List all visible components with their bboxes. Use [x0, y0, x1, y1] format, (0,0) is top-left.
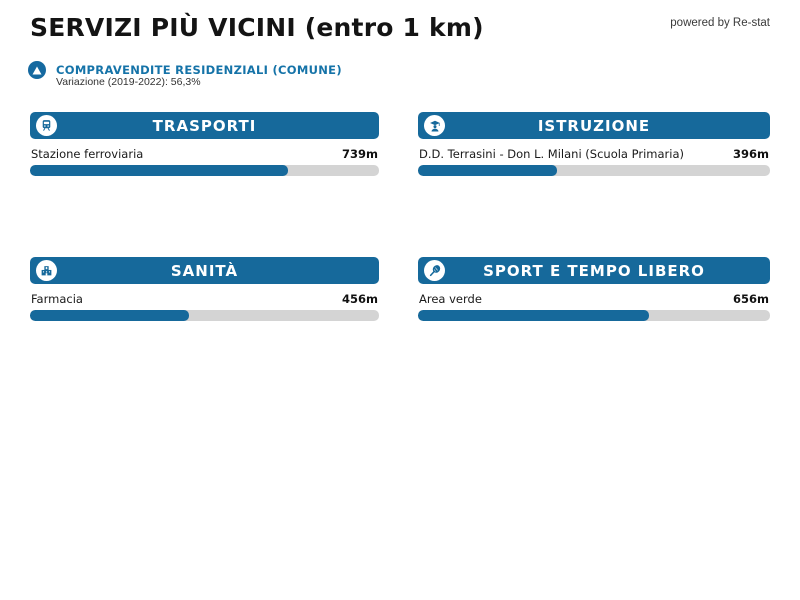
- subtitle-title: COMPRAVENDITE RESIDENZIALI (COMUNE): [56, 63, 342, 77]
- panel-header-sanita: [30, 257, 379, 284]
- distance-bar-fill: [30, 165, 288, 176]
- distance-bar-fill: [418, 310, 649, 321]
- page-title: SERVIZI PIÙ VICINI (entro 1 km): [30, 13, 484, 42]
- distance-value: 396m: [733, 147, 769, 161]
- train-icon: [36, 115, 57, 136]
- panel-title: SPORT E TEMPO LIBERO: [483, 261, 705, 280]
- panel-trasporti: [30, 112, 379, 176]
- distance-value: 656m: [733, 292, 769, 306]
- up-triangle-circle-icon: [28, 61, 46, 79]
- graduate-icon: [424, 115, 445, 136]
- panel-title: ISTRUZIONE: [537, 116, 651, 135]
- powered-by-label: powered by Re-stat: [670, 17, 770, 29]
- distance-bar-fill: [418, 165, 557, 176]
- distance-bar-track: [30, 310, 379, 321]
- panel-istruzione: [418, 112, 770, 176]
- hospital-icon: [36, 260, 57, 281]
- distance-bar-track: [418, 165, 770, 176]
- panel-header-sport: [418, 257, 770, 284]
- distance-value: 456m: [342, 292, 378, 306]
- distance-bar-fill: [30, 310, 189, 321]
- panel-sport: [418, 257, 770, 321]
- service-label: Farmacia: [31, 292, 83, 306]
- panel-title: SANITÀ: [170, 261, 239, 280]
- tennis-racket-icon: [424, 260, 445, 281]
- service-label: Stazione ferroviaria: [31, 147, 144, 161]
- distance-bar-track: [418, 310, 770, 321]
- panel-header-istruzione: [418, 112, 770, 139]
- subtitle-variation: Variazione (2019-2022): 56,3%: [56, 76, 201, 88]
- panel-title: TRASPORTI: [152, 116, 257, 135]
- service-label: Area verde: [419, 292, 482, 306]
- distance-bar-track: [30, 165, 379, 176]
- distance-value: 739m: [342, 147, 378, 161]
- panel-header-trasporti: [30, 112, 379, 139]
- service-label: D.D. Terrasini - Don L. Milani (Scuola Primaria): [419, 147, 684, 161]
- panel-sanita: [30, 257, 379, 321]
